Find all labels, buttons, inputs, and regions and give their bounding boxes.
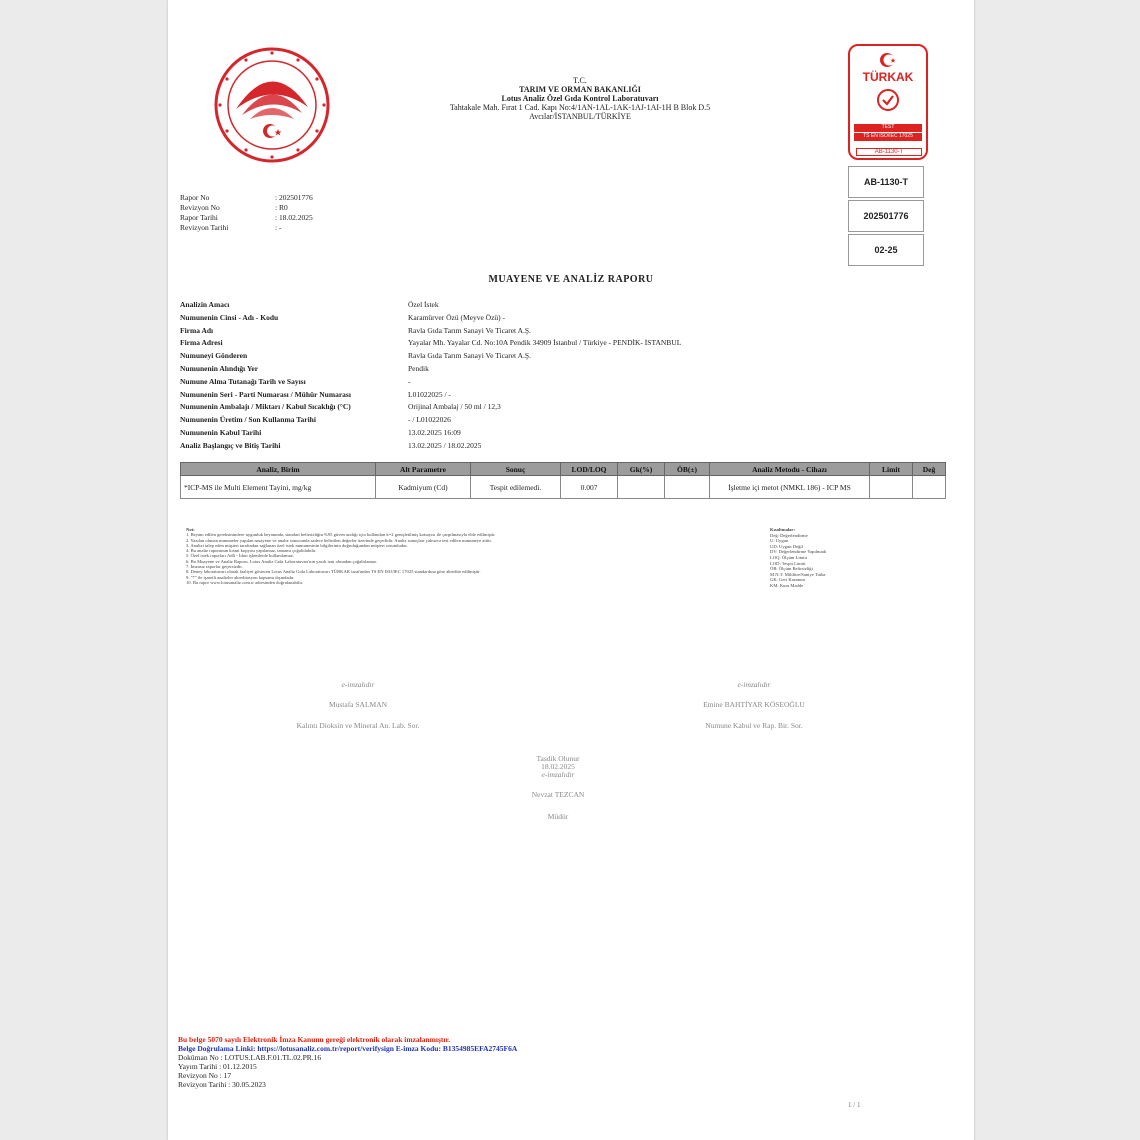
- info-row: [180, 389, 681, 402]
- signature-left: [238, 680, 478, 730]
- info-row: [180, 363, 681, 376]
- meta-key: Rapor Tarihi: [180, 213, 218, 222]
- report-title: MUAYENE VE ANALİZ RAPORU: [488, 274, 654, 285]
- meta-value: : -: [275, 223, 282, 232]
- meta-value: : 18.02.2025: [275, 213, 313, 222]
- note-item: 6. Bu Muayene ve Analiz Raporu, Lotus Analiz Gıda Laboratuvarı'nın yazılı izni olmadan çoğaltılamaz.: [186, 558, 378, 564]
- side-id-boxes: [848, 166, 924, 268]
- note-item: 8. Deney laboratuvarı olarak faaliyet gösteren Lotus Analiz Gıda Laboratuvarı TÜRKAK tarafından TS EN ISO/IEC 17025 standardına göre akredite edilmiştir.: [186, 569, 481, 575]
- info-key: Numuneyi Gönderen: [180, 351, 248, 361]
- signer-name: Nevzat TEZCAN: [531, 790, 585, 799]
- abbreviation-item: KM: Kuru Madde: [770, 582, 804, 588]
- abbreviation-item: ÖB: Ölçüm Belirsizliği: [770, 566, 813, 572]
- info-row: [180, 427, 681, 440]
- document-footer: [178, 1035, 517, 1089]
- revision-number: Revizyon No : 17: [178, 1071, 232, 1080]
- approved-label: Tasdik Olunur: [536, 754, 580, 763]
- header-lab-name: Lotus Analiz Özel Gıda Kontrol Laboratuvarı: [501, 94, 659, 103]
- info-value: Orijinal Ambalaj / 50 ml / 12,3: [408, 402, 501, 412]
- info-value: - / L01022026: [408, 415, 451, 425]
- info-value: 13.02.2025 16:09: [408, 427, 461, 437]
- col-limit: Limit: [870, 463, 913, 476]
- info-key: Numunenin Üretim / Son Kullanma Tarihi: [180, 415, 316, 425]
- info-key: Numunenin Cinsi - Adı - Kodu: [180, 312, 279, 322]
- notes-section: [186, 527, 746, 585]
- header-ministry: TARIM VE ORMAN BAKANLIĞI: [519, 85, 641, 94]
- doc-number: Doküman No : LOTUS.LAB.F.01.TL.02.PR.16: [178, 1053, 322, 1062]
- table-header-row: [181, 463, 946, 476]
- col-result: Sonuç: [471, 463, 561, 476]
- info-key: Numunenin Kabul Tarihi: [180, 427, 262, 437]
- cell-method: İşletme içi metot (NMKL 186) - ICP MS: [710, 476, 870, 499]
- signer-title: Numune Kabul ve Rap. Bir. Sor.: [705, 721, 803, 730]
- abbreviation-item: UD: Uygun Değil: [770, 543, 803, 549]
- crescent-star-icon: [878, 52, 898, 68]
- col-lod-loq: LOD/LOQ: [561, 463, 618, 476]
- meta-row: [180, 193, 313, 203]
- info-value: Yayalar Mh. Yayalar Cd. No:10A Pendik 34909 İstanbul / Türkiye - PENDİK- İSTANBUL: [408, 338, 682, 348]
- abbreviation-item: U: Uygun: [770, 538, 789, 544]
- col-evaluation: Değ: [913, 463, 946, 476]
- signer-name: Mustafa SALMAN: [328, 700, 388, 709]
- page-number: 1 / 1: [848, 1101, 861, 1109]
- info-value: Karamürver Özü (Meyve Özü) -: [408, 312, 506, 322]
- meta-row: [180, 213, 313, 223]
- abbreviation-item: GK: Geri Kazanım: [770, 577, 805, 583]
- report-meta: [180, 193, 313, 233]
- esign-warning: Bu belge 5070 sayılı Elektronik İmza Kanunu gereği elektronik olarak imzalanmıştır.: [178, 1035, 451, 1044]
- abbreviation-item: DV: Değerlendirme Yapılmadı: [770, 549, 827, 555]
- turkak-code: AB-1130-T: [856, 148, 922, 156]
- ministry-logo: [212, 45, 332, 165]
- publish-date: Yayım Tarihi : 01.12.2015: [178, 1062, 257, 1071]
- note-item: 4. Bu analiz raporunun kısmi kopyası yapılamaz, tamamı çoğaltılabilir.: [186, 548, 317, 554]
- notes-title: Not:: [186, 527, 195, 532]
- sample-info: [180, 299, 681, 453]
- lab-header: [430, 76, 730, 121]
- signer-title: Müdür: [547, 812, 569, 821]
- info-key: Numunenin Ambalajı / Miktarı / Kabul Sıcaklığı (°C): [180, 402, 351, 412]
- col-method: Analiz Metodu - Cihazı: [710, 463, 870, 476]
- info-key: Analiz Başlangıç ve Bitiş Tarihi: [180, 440, 281, 450]
- cell-evaluation: [913, 476, 946, 499]
- info-row: [180, 299, 681, 312]
- info-key: Numune Alma Tutanağı Tarih ve Sayısı: [180, 376, 306, 386]
- info-row: [180, 325, 681, 338]
- cell-limit: [870, 476, 913, 499]
- note-item: 7. İmzasız raporlar geçersizdir.: [186, 564, 243, 570]
- info-key: Firma Adı: [180, 325, 214, 335]
- verification-link[interactable]: Belge Doğrulama Linki: https://lotusanaliz.com.tr/report/verifysign E-imza Kodu: B1354985EFA2745F6A: [178, 1044, 518, 1053]
- signature-right: [634, 680, 874, 730]
- note-item: 1. Beyanı edilen gereksinimlere uygunluk beyanında, standart belirsizliğin %95 güven aralığı için kullanılan k=2 genişletilmiş katsayısı ile çarpılmasıyla elde edilmiştir.: [186, 532, 496, 538]
- meta-key: Revizyon Tarihi: [180, 223, 229, 232]
- cell-ob: [665, 476, 710, 499]
- info-row: [180, 376, 681, 389]
- date-code-box: 02-25: [848, 234, 924, 266]
- info-key: Analizin Amacı: [180, 300, 230, 309]
- turkak-brand: TÜRKAK: [862, 70, 914, 84]
- signature-center: [458, 755, 658, 821]
- esig-label: e-imzalıdır: [541, 770, 575, 779]
- abbreviations-title: Kısaltmalar:: [770, 527, 796, 532]
- esig-label: e-imzalıdır: [737, 680, 771, 689]
- abbreviation-item: M.N.T: Mililitre/Saniye Tutba: [770, 571, 826, 577]
- note-item: 5. Özel istek raporları Adli - İdari işlemlerde kullanılamaz.: [186, 553, 294, 559]
- report-page: [168, 0, 974, 1140]
- info-value: Ravla Gıda Tarım Sanayi Ve Ticaret A.Ş.: [408, 325, 531, 335]
- info-row: [180, 401, 681, 414]
- col-analysis: Analiz, Birim: [181, 463, 376, 476]
- checkmark-icon: [876, 88, 900, 112]
- turkak-band-standard: TS EN ISO/IEC 17025: [854, 133, 922, 141]
- col-gk: Gk(%): [618, 463, 665, 476]
- note-item: 10. Bu rapor www.lotusanaliz.com.tr adresinden doğrulanabilir.: [186, 579, 304, 585]
- info-key: Firma Adresi: [180, 338, 223, 348]
- info-row: [180, 337, 681, 350]
- note-item: 9. "*" ile işaretli analizler akreditasyon kapsamı dışındadır.: [186, 574, 295, 580]
- meta-key: Revizyon No: [180, 203, 220, 212]
- meta-row: [180, 223, 313, 233]
- turkak-accreditation-mark: [848, 44, 928, 160]
- esig-label: e-imzalıdır: [341, 680, 375, 689]
- header-address: Tahtakale Mah. Fırat 1 Cad. Kapı No:4/1AN-1AL-1AK-1AJ-1AI-1H B Blok D.5: [449, 103, 711, 112]
- meta-row: [180, 203, 313, 213]
- turkak-band-test: TEST: [854, 124, 922, 132]
- signer-name: Emine BAHTİYAR KÖSEOĞLU: [703, 700, 805, 709]
- meta-value: : 202501776: [275, 193, 313, 202]
- info-value: Ravla Gıda Tarım Sanayi Ve Ticaret A.Ş.: [408, 351, 531, 361]
- cell-result: Tespit edilemedi.: [471, 476, 561, 499]
- info-value: Pendik: [408, 363, 429, 373]
- abbreviation-item: Değ: Değerlendirme: [770, 532, 808, 538]
- info-value: Özel İstek: [408, 300, 439, 309]
- abbreviation-item: LOD: Tespit Limiti: [770, 560, 806, 566]
- table-row: [181, 476, 946, 499]
- header-city: Avcılar/İSTANBUL/TÜRKİYE: [529, 112, 631, 121]
- meta-key: Rapor No: [180, 193, 210, 202]
- info-row: [180, 414, 681, 427]
- info-row: [180, 312, 681, 325]
- note-item: 2. Yazılan olunan numuneler yapılan muayene ve analiz sonucunda sadece belirtilen değerler üzerinde geçerlidir. Analiz sonuçları yalnızca test edilen numuneye aittir.: [186, 537, 492, 543]
- info-value: -: [408, 376, 411, 386]
- info-key: Numunenin Alındığı Yer: [180, 363, 259, 373]
- abbreviation-item: LOQ: Ölçüm Limiti: [770, 554, 808, 560]
- cell-sub-parameter: Kadmiyum (Cd): [376, 476, 471, 499]
- abbreviations-section: [770, 527, 920, 589]
- header-line-1: T.C.: [573, 76, 587, 85]
- cell-lod-loq: 0.007: [561, 476, 618, 499]
- cell-analysis: *ICP-MS ile Multi Element Tayini, mg/kg: [181, 476, 376, 499]
- signer-title: Kalıntı Dioksin ve Mineral An. Lab. Sor.: [296, 721, 420, 730]
- results-table: [180, 462, 946, 499]
- cell-gk: [618, 476, 665, 499]
- col-ob: ÖB(±): [665, 463, 710, 476]
- revision-date: Revizyon Tarihi : 30.05.2023: [178, 1080, 266, 1089]
- accreditation-no-box: AB-1130-T: [848, 166, 924, 198]
- report-no-box: 202501776: [848, 200, 924, 232]
- info-value: L01022025 / -: [408, 389, 451, 399]
- info-row: [180, 440, 681, 453]
- approval-date: 18.02.2025: [541, 762, 575, 771]
- info-key: Numunenin Seri - Parti Numarası / Mühür Numarası: [180, 389, 351, 399]
- col-sub-parameter: Alt Parametre: [376, 463, 471, 476]
- info-row: [180, 350, 681, 363]
- meta-value: : R0: [275, 203, 288, 212]
- info-value: 13.02.2025 / 18.02.2025: [408, 440, 482, 450]
- note-item: 3. Analizi talep eden müşteri tarafından sağlanan özel istek numunesinin bilgilerinin doğruluğundan müşteri sorumludur.: [186, 542, 408, 548]
